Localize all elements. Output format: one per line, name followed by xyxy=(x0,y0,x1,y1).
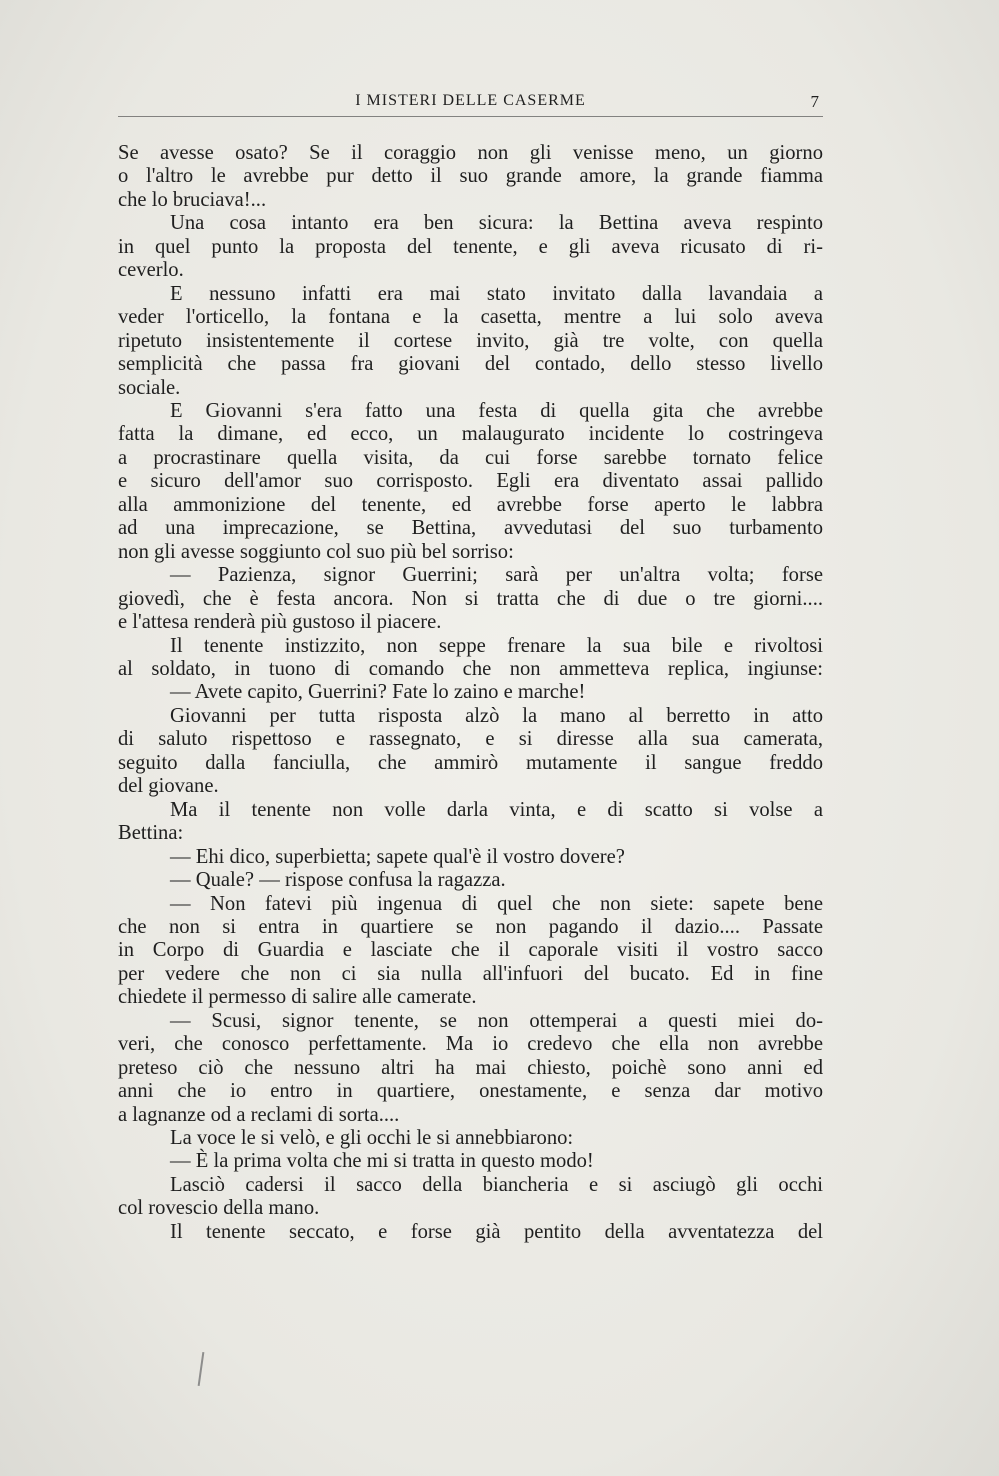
text-line: Giovanni per tutta risposta alzò la mano al berretto in atto xyxy=(170,704,823,727)
page-header xyxy=(118,92,823,122)
text-line: ripetuto insistentemente il cortese invito, già tre volte, con quella xyxy=(118,329,823,352)
text-line: che non si entra in quartiere se non pagando il dazio.... Passate xyxy=(118,915,823,938)
text-line: al soldato, in tuono di comando che non ammetteva replica, ingiunse: xyxy=(118,657,823,680)
page-number: 7 xyxy=(810,92,819,111)
text-line: — Avete capito, Guerrini? Fate lo zaino e marche! xyxy=(170,681,586,704)
text-line: giovedì, che è festa ancora. Non si tratta che di due o tre giorni.... xyxy=(118,587,823,610)
text-line: sociale. xyxy=(118,376,181,399)
text-line: anni che io entro in quartiere, onestamente, e senza dar motivo xyxy=(118,1080,823,1103)
text-line: Ma il tenente non volle darla vinta, e di scatto si volse a xyxy=(170,798,823,821)
text-line: — Quale? — rispose confusa la ragazza. xyxy=(170,869,506,892)
text-line: e l'attesa renderà più gustoso il piacere. xyxy=(118,611,442,634)
text-line: semplicità che passa fra giovani del contado, dello stesso livello xyxy=(118,353,823,376)
text-line: fatta la dimane, ed ecco, un malaugurato incidente lo costringeva xyxy=(118,423,823,446)
text-line: in quel punto la proposta del tenente, e gli aveva ricusato di ri- xyxy=(118,235,823,258)
text-line: E nessuno infatti era mai stato invitato dalla lavandaia a xyxy=(170,282,823,305)
text-line: del giovane. xyxy=(118,775,219,798)
text-line: ad una imprecazione, se Bettina, avvedutasi del suo turbamento xyxy=(118,517,823,540)
text-line: Il tenente instizzito, non seppe frenare la sua bile e rivoltosi xyxy=(170,634,823,657)
text-line: a procrastinare quella visita, da cui forse sarebbe tornato felice xyxy=(118,446,823,469)
text-line: in Corpo di Guardia e lasciate che il caporale visiti il vostro sacco xyxy=(118,939,823,962)
text-line: E Giovanni s'era fatto una festa di quella gita che avrebbe xyxy=(170,399,823,422)
text-line: Lasciò cadersi il sacco della biancheria e si asciugò gli occhi xyxy=(170,1173,823,1196)
ink-mark xyxy=(198,1352,205,1386)
text-line: o l'altro le avrebbe pur detto il suo grande amore, la grande fiamma xyxy=(118,165,823,188)
text-line: — Pazienza, signor Guerrini; sarà per un'altra volta; forse xyxy=(170,564,823,587)
text-line: per vedere che non ci sia nulla all'infuori del bucato. Ed in fine xyxy=(118,962,823,985)
text-line: veri, che conosco perfettamente. Ma io credevo che ella non avrebbe xyxy=(118,1033,823,1056)
text-line: alla ammonizione del tenente, ed avrebbe forse aperto le labbra xyxy=(118,493,823,516)
body-text xyxy=(118,142,823,1244)
text-line: ceverlo. xyxy=(118,259,184,282)
text-line: a lagnanze od a reclami di sorta.... xyxy=(118,1103,400,1126)
text-line: Una cosa intanto era ben sicura: la Bettina aveva respinto xyxy=(170,212,823,235)
text-line: — Non fatevi più ingenua di quel che non siete: sapete bene xyxy=(170,892,823,915)
text-line: Se avesse osato? Se il coraggio non gli venisse meno, un giorno xyxy=(118,142,823,164)
header-rule xyxy=(118,116,823,117)
running-title: I MISTERI DELLE CASERME xyxy=(355,92,586,109)
text-line: non gli avesse soggiunto col suo più bel sorriso: xyxy=(118,540,514,563)
text-line: — È la prima volta che mi si tratta in questo modo! xyxy=(170,1150,594,1173)
text-line: — Scusi, signor tenente, se non ottemperai a questi miei do- xyxy=(170,1009,823,1032)
text-line: La voce le si velò, e gli occhi le si annebbiarono: xyxy=(170,1127,574,1150)
text-line: di saluto rispettoso e rassegnato, e si diresse alla sua camerata, xyxy=(118,728,823,751)
text-line: veder l'orticello, la fontana e la casetta, mentre a lui solo aveva xyxy=(118,306,823,329)
text-line: seguito dalla fanciulla, che ammirò mutamente il sangue freddo xyxy=(118,751,823,774)
text-line: col rovescio della mano. xyxy=(118,1197,320,1220)
text-line: Il tenente seccato, e forse già pentito della avventatezza del xyxy=(170,1220,823,1243)
text-line: Bettina: xyxy=(118,822,184,845)
text-line: che lo bruciava!... xyxy=(118,188,267,211)
text-line: — Ehi dico, superbietta; sapete qual'è il vostro dovere? xyxy=(170,845,625,868)
text-line: chiedete il permesso di salire alle camerate. xyxy=(118,986,477,1009)
text-line: preteso ciò che nessuno altri ha mai chiesto, poichè sono anni ed xyxy=(118,1056,823,1079)
text-line: e sicuro dell'amor suo corrisposto. Egli era diventato assai pallido xyxy=(118,470,823,493)
